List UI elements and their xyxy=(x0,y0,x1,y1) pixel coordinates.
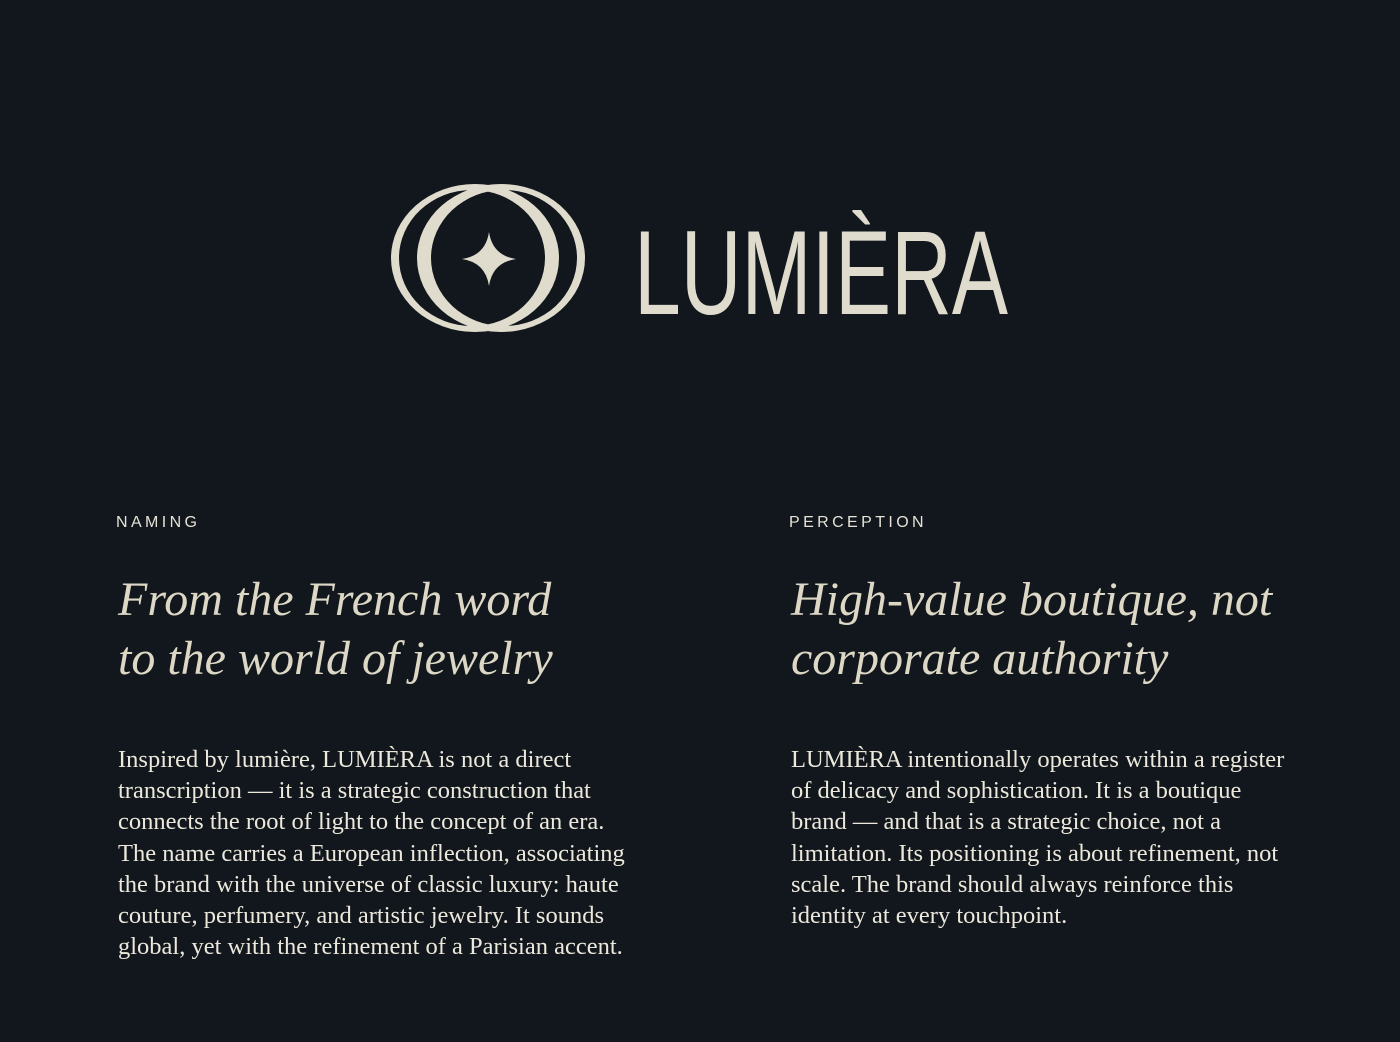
perception-body: LUMIÈRA intentionally operates within a register of delicacy and sophistication. It is a boutique brand — and that is a strategic choice, not a limitation. Its positioning is about refinement, not scale. The brand should always reinforce this identity at every touchpoint. xyxy=(791,746,1285,930)
interlocking-rings-with-star-icon xyxy=(391,184,585,332)
brand-wordmark: LUMIÈRA xyxy=(634,206,1008,340)
naming-section xyxy=(116,511,676,962)
perception-headline xyxy=(791,570,1309,688)
logo-svg xyxy=(388,182,1012,340)
naming-headline xyxy=(118,570,676,688)
perception-eyebrow: PERCEPTION xyxy=(789,514,928,531)
perception-section xyxy=(789,511,1309,931)
brand-logo xyxy=(388,182,1012,340)
star-icon xyxy=(462,232,516,286)
perception-headline-line-2: corporate authority xyxy=(791,632,1169,685)
naming-headline-line-1: From the French word xyxy=(118,573,552,626)
naming-headline-line-2: to the world of jewelry xyxy=(118,632,553,685)
naming-body: Inspired by lumière, LUMIÈRA is not a direct transcription — it is a strategic construction that connects the root of light to the concept of an era. The name carries a European inflection, associating the brand with the universe of classic luxury: haute couture, perfumery, and artistic jewelry. It sounds global, yet with the refinement of a Parisian accent. xyxy=(118,746,625,961)
naming-eyebrow: NAMING xyxy=(116,514,201,531)
perception-headline-line-1: High-value boutique, not xyxy=(791,573,1273,626)
